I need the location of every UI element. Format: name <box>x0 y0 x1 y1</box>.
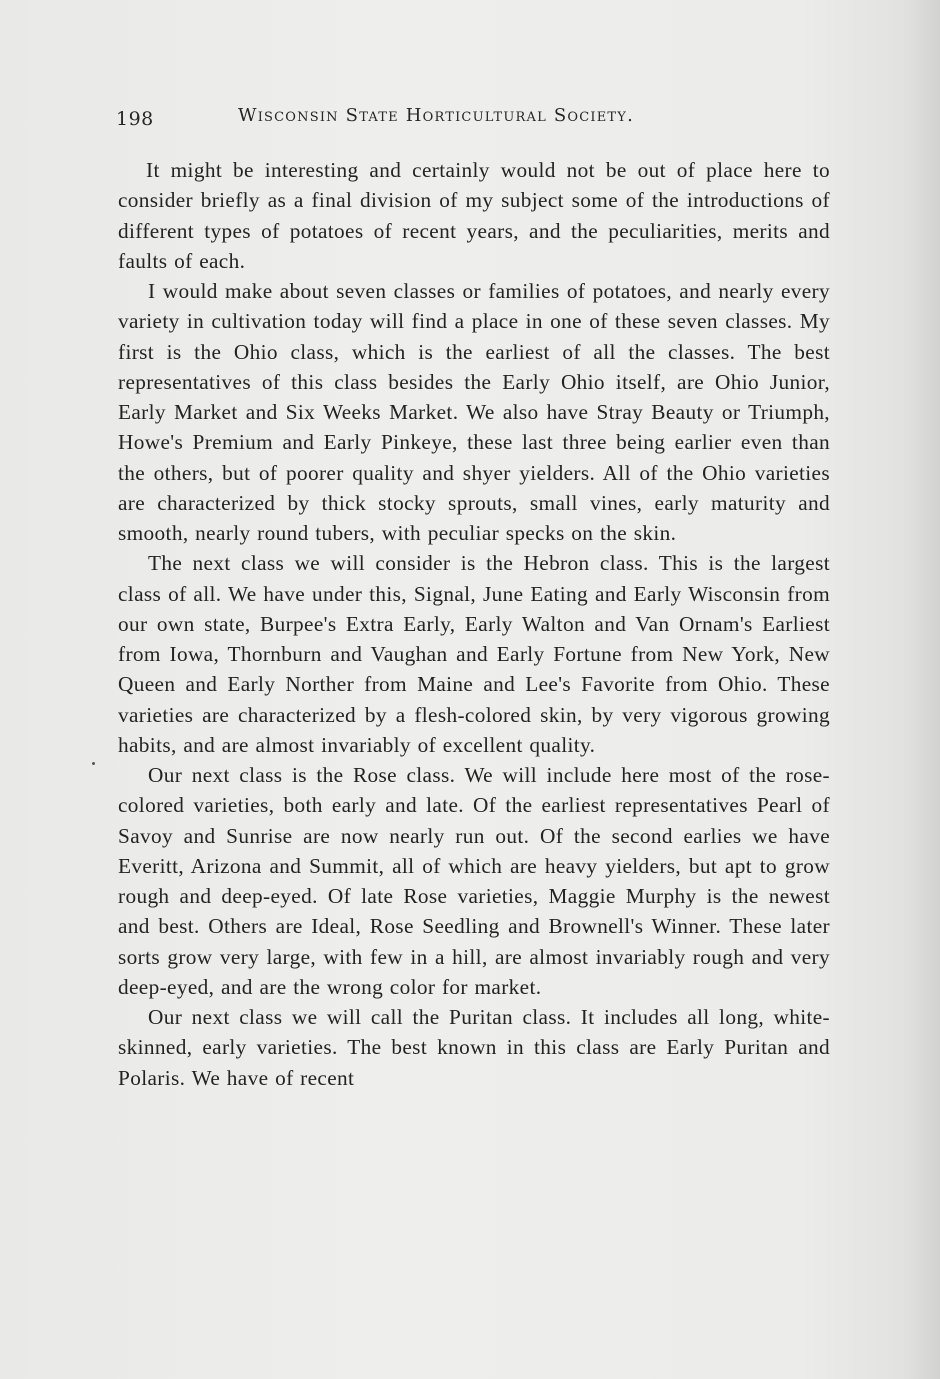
body-text <box>118 155 830 1093</box>
running-title: Wisconsin State Horticultural Society. <box>238 105 634 126</box>
paragraph-hebron-class: The next class we will consider is the Hebron class. This is the largest class of all. We have under this, Signal, June Eating and Early Wisconsin from our own state, Burpee's Extra Early, Early Walton and Van Ornam's Earliest from Iowa, Thornburn and Vaughan and Early Fortune from New York, New Queen and Early Norther from Maine and Lee's Favorite from Ohio. These varieties are characterized by a flesh-colored skin, by very vigorous growing habits, and are almost invariably of excellent quality. <box>118 551 830 757</box>
page-number: 198 <box>116 108 154 130</box>
paper-speck <box>92 762 95 765</box>
page-header <box>116 104 836 134</box>
paragraph-puritan-class: Our next class we will call the Puritan class. It includes all long, white-skinned, early varieties. The best known in this class are Early Puritan and Polaris. We have of recent <box>118 1005 830 1090</box>
paragraph-ohio-class: I would make about seven classes or families of potatoes, and nearly every variety in cultivation today will find a place in one of these seven classes. My first is the Ohio class, which is the earliest of all the classes. The best representatives of this class besides the Early Ohio itself, are Ohio Junior, Early Market and Six Weeks Market. We also have Stray Beauty or Triumph, Howe's Premium and Early Pinkeye, these last three being earlier even than the others, but of poorer quality and shyer yielders. All of the Ohio varieties are characterized by thick stocky sprouts, small vines, early maturity and smooth, nearly round tubers, with peculiar specks on the skin. <box>118 279 830 545</box>
paragraph-rose-class: Our next class is the Rose class. We will include here most of the rose-colored varieties, both early and late. Of the earliest representatives Pearl of Savoy and Sunrise are now nearly run out. Of the second earlies we have Everitt, Arizona and Summit, all of which are heavy yielders, but apt to grow rough and deep-eyed. Of late Rose varieties, Maggie Murphy is the newest and best. Others are Ideal, Rose Seedling and Brownell's Winner. These later sorts grow very large, with few in a hill, are almost invariably rough and very deep-eyed, and are the wrong color for market. <box>118 763 830 999</box>
paragraph-introduction: It might be interesting and certainly would not be out of place here to consider briefly as a final division of my subject some of the introductions of different types of potatoes of recent years, and the peculiarities, merits and faults of each. <box>118 158 830 273</box>
